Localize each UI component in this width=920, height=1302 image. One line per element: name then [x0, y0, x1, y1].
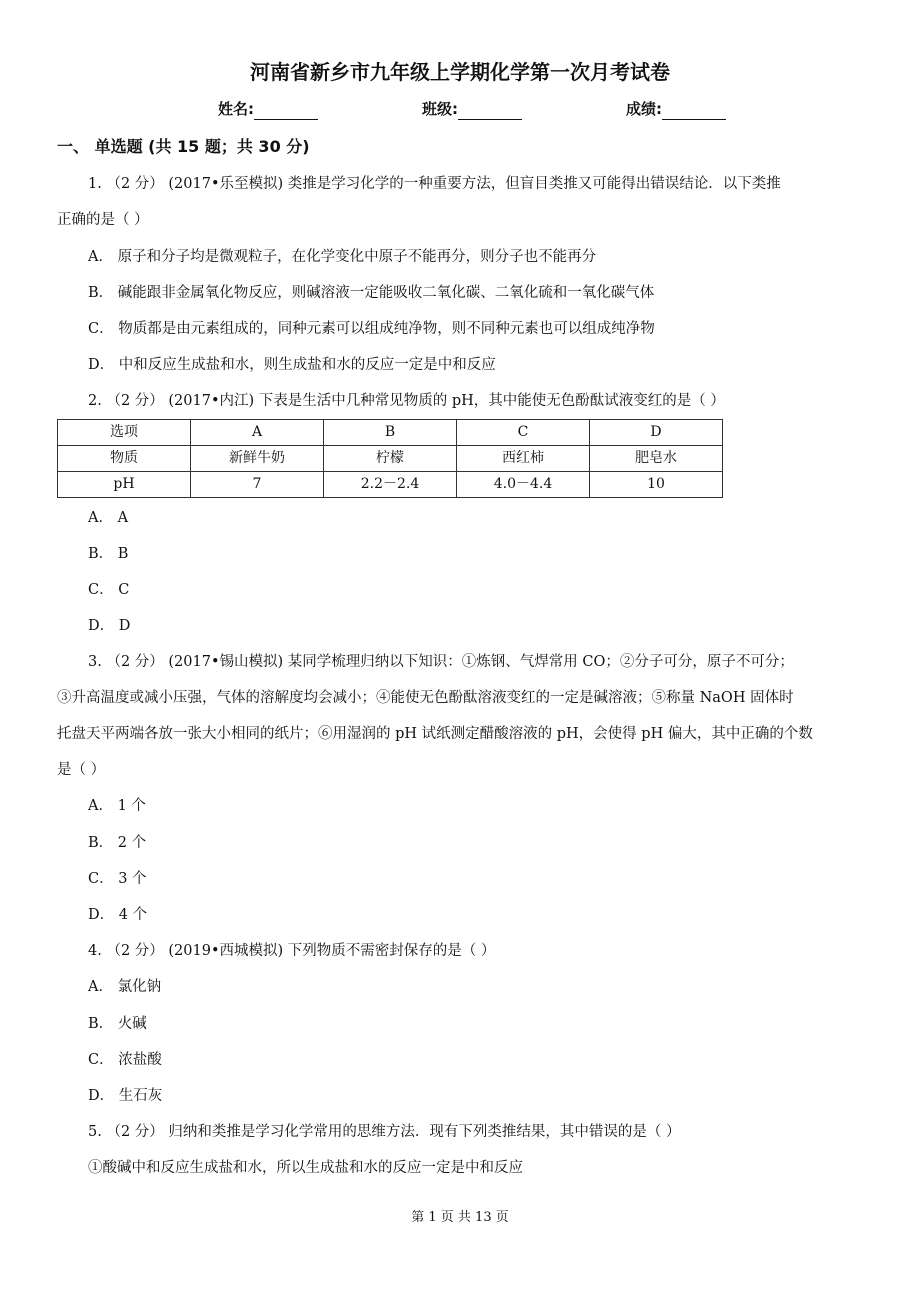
- page-footer: 第 1 页 共 13 页: [411, 1210, 509, 1225]
- table-cell: 新鲜牛奶: [191, 446, 324, 472]
- table-row: [58, 472, 723, 498]
- q3-option-b: B． 2 个: [88, 835, 147, 851]
- table-cell: 西红柿: [457, 446, 590, 472]
- question-1-cont: 正确的是（ ）: [57, 212, 149, 228]
- q1-option-c: C． 物质都是由元素组成的，同种元素可以组成纯净物，则不同种元素也可以组成纯净物: [88, 321, 655, 337]
- question-3-cont: ③升高温度或减小压强，气体的溶解度均会减小；④能使无色酚酞溶液变红的一定是碱溶液；⑤称量 NaOH 固体时: [57, 690, 794, 706]
- class-label: 班级:: [422, 100, 458, 118]
- q4-option-d: D． 生石灰: [88, 1088, 163, 1104]
- question-2: 2. （2 分） (2017•内江) 下表是生活中几种常见物质的 pH，其中能使无色酚酞试液变红的是（ ）: [88, 393, 725, 409]
- question-4: 4. （2 分） (2019•西城模拟) 下列物质不需密封保存的是（ ）: [88, 943, 496, 959]
- page-title: 河南省新乡市九年级上学期化学第一次月考试卷: [250, 60, 670, 84]
- table-cell: 物质: [58, 446, 191, 472]
- q4-option-b: B． 火碱: [88, 1016, 147, 1032]
- table-cell: A: [191, 420, 324, 446]
- q1-option-d: D． 中和反应生成盐和水，则生成盐和水的反应一定是中和反应: [88, 357, 496, 373]
- q2-option-a: A． A: [88, 510, 129, 526]
- table-cell: 肥皂水: [590, 446, 723, 472]
- class-field: [422, 98, 522, 120]
- table-cell: 4.0－4.4: [457, 472, 590, 498]
- q2-option-c: C． C: [88, 582, 130, 598]
- q1-option-b: B． 碱能跟非金属氧化物反应，则碱溶液一定能吸收二氧化碳、二氧化硫和一氧化碳气体: [88, 285, 655, 301]
- table-cell: B: [324, 420, 457, 446]
- table-cell: 选项: [58, 420, 191, 446]
- q4-option-c: C． 浓盐酸: [88, 1052, 162, 1068]
- score-blank: [662, 103, 726, 120]
- q3-option-c: C． 3 个: [88, 871, 147, 887]
- table-row: [58, 420, 723, 446]
- question-3: 3. （2 分） (2017•锡山模拟) 某同学梳理归纳以下知识：①炼钢、气焊常用 CO；②分子可分，原子不可分；: [88, 654, 794, 670]
- question-3-cont: 托盘天平两端各放一张大小相同的纸片；⑥用湿润的 pH 试纸测定醋酸溶液的 pH，会使得 pH 偏大，其中正确的个数: [57, 726, 813, 742]
- table-cell: C: [457, 420, 590, 446]
- q2-option-b: B． B: [88, 546, 129, 562]
- question-5-item: ①酸碱中和反应生成盐和水，所以生成盐和水的反应一定是中和反应: [88, 1160, 523, 1176]
- name-blank: [254, 103, 318, 120]
- name-label: 姓名:: [218, 100, 254, 118]
- q1-option-a: A． 原子和分子均是微观粒子，在化学变化中原子不能再分，则分子也不能再分: [88, 249, 597, 265]
- table-cell: pH: [58, 472, 191, 498]
- question-1: 1. （2 分） (2017•乐至模拟) 类推是学习化学的一种重要方法，但盲目类推又可能得出错误结论．以下类推: [88, 176, 781, 192]
- score-label: 成绩:: [626, 100, 662, 118]
- q2-option-d: D． D: [88, 618, 131, 634]
- section-heading: 一、 单选题 (共 15 题；共 30 分): [57, 137, 310, 156]
- score-field: [626, 98, 726, 120]
- q3-option-a: A． 1 个: [88, 798, 146, 814]
- question-3-cont: 是（ ）: [57, 762, 106, 778]
- table-row: [58, 446, 723, 472]
- table-cell: 2.2－2.4: [324, 472, 457, 498]
- table-cell: 柠檬: [324, 446, 457, 472]
- table-cell: 10: [590, 472, 723, 498]
- q3-option-d: D． 4 个: [88, 907, 148, 923]
- name-field: [218, 98, 318, 120]
- table-cell: 7: [191, 472, 324, 498]
- ph-table: [57, 419, 723, 498]
- class-blank: [458, 103, 522, 120]
- question-5: 5. （2 分） 归纳和类推是学习化学常用的思维方法．现有下列类推结果，其中错误的是（ ）: [88, 1124, 681, 1140]
- q4-option-a: A． 氯化钠: [88, 979, 162, 995]
- table-cell: D: [590, 420, 723, 446]
